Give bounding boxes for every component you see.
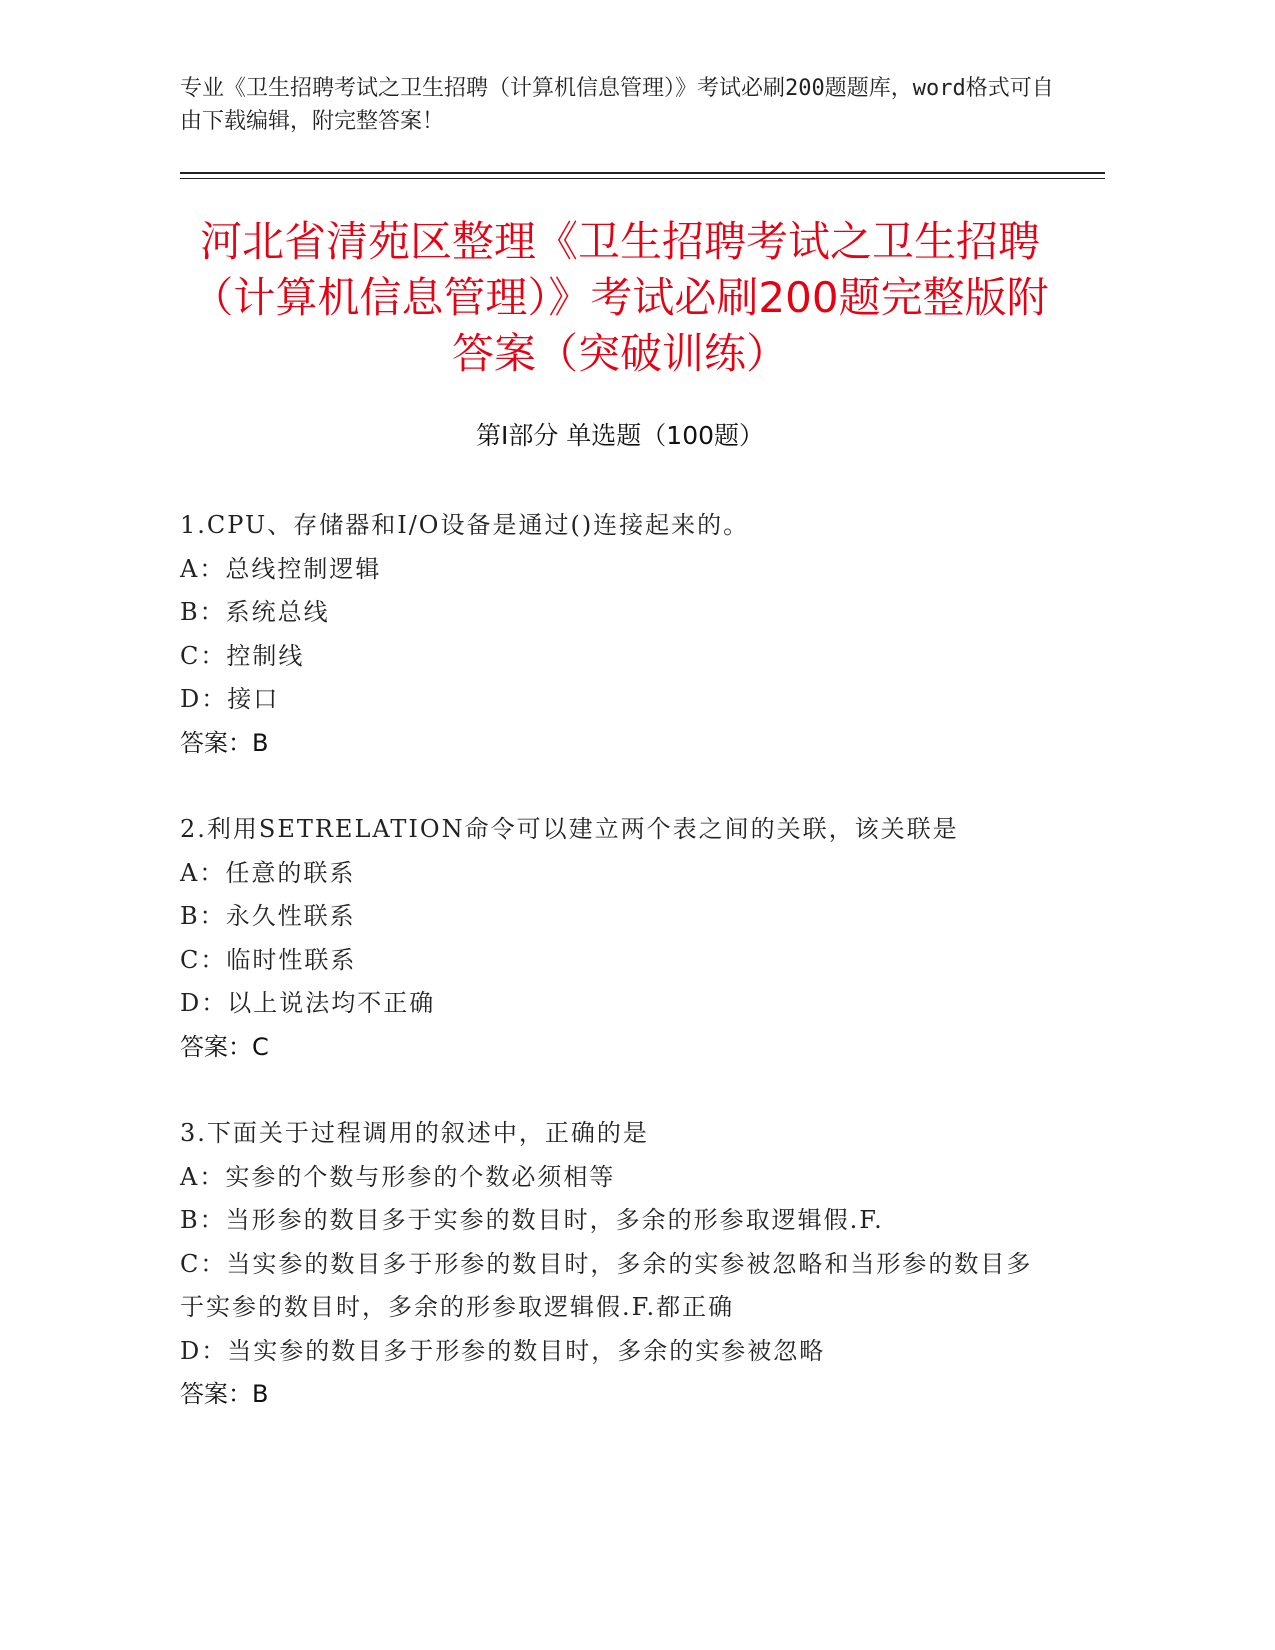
option-c: C：临时性联系 [180,945,357,974]
answer: 答案：B [180,728,269,757]
question-stem: 3.下面关于过程调用的叙述中，正确的是 [180,1119,649,1147]
option-b: B：永久性联系 [180,902,356,930]
option-b: B：当形参的数目多于实参的数目时，多余的形参取逻辑假.F. [180,1206,884,1234]
option-c: C：控制线 [180,641,305,670]
section-title: 第Ⅰ部分 单选题（100题） [475,421,765,450]
question-list [180,504,1040,1460]
option-d: D：以上说法均不正确 [180,989,436,1017]
header-divider-thin [180,178,1105,179]
option-b: B：系统总线 [180,598,330,626]
question-2 [180,808,1040,1069]
question-stem: 1.CPU、存储器和I/O设备是通过()连接起来的。 [180,511,750,539]
option-c: C：当实参的数目多于形参的数目时，多余的实参被忽略和当形参的数目多于实参的数目时，多余的形参取逻辑假.F.都正确 [180,1249,1033,1321]
option-a: A：任意的联系 [180,858,356,887]
option-a: A：总线控制逻辑 [180,554,382,583]
option-a: A：实参的个数与形参的个数必须相等 [180,1162,616,1191]
document-title: 河北省清苑区整理《卫生招聘考试之卫生招聘（计算机信息管理）》考试必刷200题完整版附答案（突破训练） [191,217,1049,378]
answer: 答案：B [180,1380,269,1408]
answer: 答案：C [180,1032,269,1061]
option-d: D：当实参的数目多于形参的数目时，多余的实参被忽略 [180,1336,826,1365]
option-d: D：接口 [180,685,280,713]
question-3 [180,1112,1040,1417]
header-divider-thick [180,172,1105,174]
header-note: 专业《卫生招聘考试之卫生招聘（计算机信息管理）》考试必刷200题题库，word格式可自由下载编辑，附完整答案！ [180,76,1054,134]
question-stem: 2.利用SETRELATION命令可以建立两个表之间的关联，该关联是 [180,815,959,843]
question-1 [180,504,1040,765]
